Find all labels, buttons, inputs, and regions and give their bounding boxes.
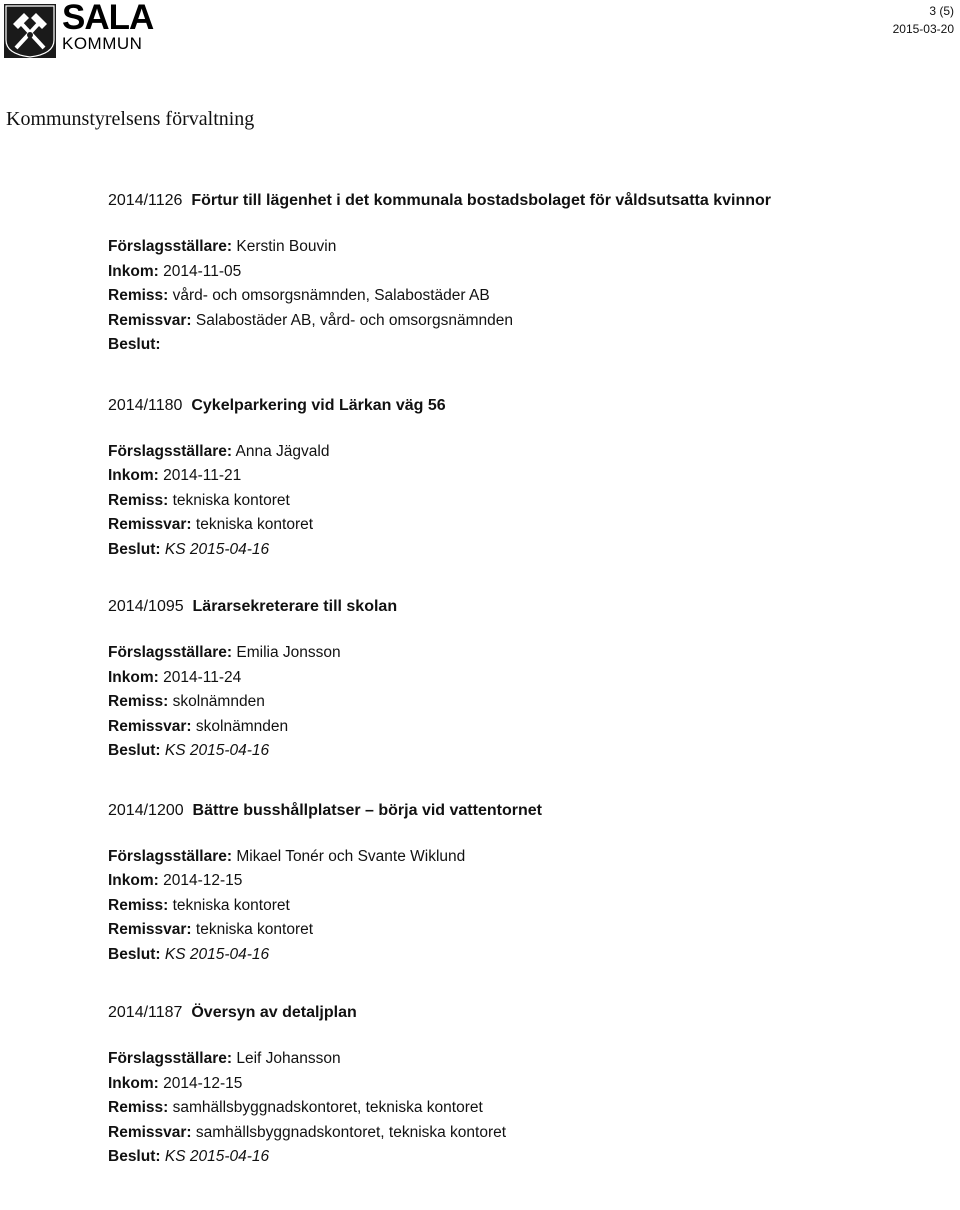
referral-reply-label: Remissvar: (108, 921, 192, 938)
referral-reply-row (108, 1121, 928, 1146)
motion-title (108, 188, 928, 213)
motion-title-text: Bättre busshållplatser – börja vid vattentornet (192, 801, 542, 819)
motion-number: 2014/1187 (108, 1004, 183, 1021)
decision-label: Beslut: (108, 945, 161, 963)
decision-value: KS 2015-04-16 (164, 540, 270, 558)
received-row (108, 666, 928, 691)
decision-label: Beslut: (108, 1148, 161, 1165)
decision-row (108, 943, 928, 968)
referral-reply-row (108, 918, 928, 943)
referral-label: Remiss: (108, 1099, 169, 1116)
motion-title-text: Lärarsekreterare till skolan (192, 598, 398, 615)
proposer-value: Mikael Tonér och Svante Wiklund (236, 847, 466, 865)
proposer-row (108, 641, 928, 666)
received-value: 2014-11-05 (163, 262, 242, 280)
decision-value: KS 2015-04-16 (164, 945, 270, 963)
proposer-row (108, 845, 928, 870)
motion-number: 2014/1095 (108, 598, 184, 615)
referral-reply-value: skolnämnden (195, 717, 289, 735)
proposer-value: Kerstin Bouvin (236, 238, 337, 255)
sala-coat-of-arms-icon (4, 4, 56, 58)
referral-row (108, 489, 928, 514)
motion-title (108, 798, 928, 823)
referral-reply-label: Remissvar: (108, 717, 192, 735)
motion-fields (108, 1047, 928, 1170)
proposer-value: Leif Johansson (236, 1050, 341, 1067)
received-row (108, 869, 928, 894)
received-label: Inkom: (108, 262, 159, 280)
received-label: Inkom: (108, 668, 159, 686)
decision-label: Beslut: (108, 742, 161, 759)
motion-item (108, 1000, 928, 1170)
referral-label: Remiss: (108, 896, 169, 914)
motion-list (108, 188, 928, 1170)
motion-title-text: Förtur till lägenhet i det kommunala bostadsbolaget för våldsutsatta kvinnor (191, 192, 771, 209)
decision-row (108, 538, 928, 563)
referral-reply-label: Remissvar: (108, 1123, 192, 1141)
brand (62, 0, 153, 52)
received-label: Inkom: (108, 872, 159, 889)
referral-row (108, 894, 928, 919)
motion-item (108, 594, 928, 764)
decision-value: KS 2015-04-16 (164, 742, 270, 759)
decision-row (108, 1145, 928, 1170)
referral-reply-value: samhällsbyggnadskontoret, tekniska kontoret (195, 1123, 507, 1141)
proposer-label: Förslagsställare: (108, 1050, 233, 1067)
referral-reply-label: Remissvar: (108, 516, 192, 533)
received-value: 2014-12-15 (163, 872, 243, 889)
motion-item (108, 798, 928, 968)
motion-fields (108, 845, 928, 968)
decision-row (108, 739, 928, 764)
referral-reply-row (108, 715, 928, 740)
referral-value: skolnämnden (172, 693, 265, 710)
motion-title-text: Cykelparkering vid Lärkan väg 56 (191, 396, 446, 414)
motion-number: 2014/1180 (108, 396, 183, 414)
motion-title (108, 393, 928, 418)
referral-row (108, 1096, 928, 1121)
motion-number: 2014/1200 (108, 801, 184, 819)
referral-value: tekniska kontoret (172, 491, 290, 509)
referral-reply-row (108, 513, 928, 538)
decision-label: Beslut: (108, 336, 161, 353)
received-label: Inkom: (108, 1074, 159, 1092)
organization-title: Kommunstyrelsens förvaltning (6, 108, 255, 130)
referral-reply-value: Salabostäder AB, vård- och omsorgsnämnden (195, 311, 513, 329)
proposer-label: Förslagsställare: (108, 644, 233, 661)
proposer-row (108, 235, 928, 260)
received-row (108, 260, 928, 285)
brand-name: SALA (62, 0, 154, 37)
page-number: 3 (5) (929, 4, 954, 18)
referral-reply-row (108, 309, 928, 334)
referral-value: samhällsbyggnadskontoret, tekniska kontoret (172, 1099, 483, 1116)
received-value: 2014-11-21 (163, 467, 242, 484)
motion-number: 2014/1126 (108, 192, 183, 209)
received-label: Inkom: (108, 467, 159, 484)
page-meta (893, 2, 954, 38)
proposer-value: Emilia Jonsson (236, 644, 341, 661)
page-header (0, 0, 960, 70)
received-row (108, 464, 928, 489)
motion-item (108, 393, 928, 563)
referral-label: Remiss: (108, 287, 169, 304)
referral-value: vård- och omsorgsnämnden, Salabostäder AB (172, 287, 490, 304)
proposer-value: Anna Jägvald (235, 442, 330, 460)
referral-reply-label: Remissvar: (108, 311, 192, 329)
motion-title-text: Översyn av detaljplan (191, 1004, 357, 1021)
motion-title (108, 1000, 928, 1025)
received-value: 2014-12-15 (163, 1074, 243, 1092)
decision-value: KS 2015-04-16 (164, 1148, 270, 1165)
document-date: 2015-03-20 (892, 22, 954, 36)
proposer-row (108, 1047, 928, 1072)
referral-reply-value: tekniska kontoret (195, 516, 314, 533)
brand-subtitle: KOMMUN (62, 34, 143, 53)
decision-label: Beslut: (108, 540, 161, 558)
referral-label: Remiss: (108, 491, 169, 509)
referral-row (108, 284, 928, 309)
proposer-row (108, 440, 928, 465)
proposer-label: Förslagsställare: (108, 238, 233, 255)
proposer-label: Förslagsställare: (108, 847, 233, 865)
motion-item (108, 188, 928, 358)
referral-reply-value: tekniska kontoret (195, 921, 314, 938)
motion-fields (108, 641, 928, 764)
motion-fields (108, 440, 928, 563)
referral-label: Remiss: (108, 693, 169, 710)
motion-fields (108, 235, 928, 358)
motion-title (108, 594, 928, 619)
referral-row (108, 690, 928, 715)
proposer-label: Förslagsställare: (108, 442, 233, 460)
decision-row (108, 333, 928, 358)
referral-value: tekniska kontoret (172, 896, 290, 914)
received-row (108, 1072, 928, 1097)
received-value: 2014-11-24 (163, 668, 242, 686)
